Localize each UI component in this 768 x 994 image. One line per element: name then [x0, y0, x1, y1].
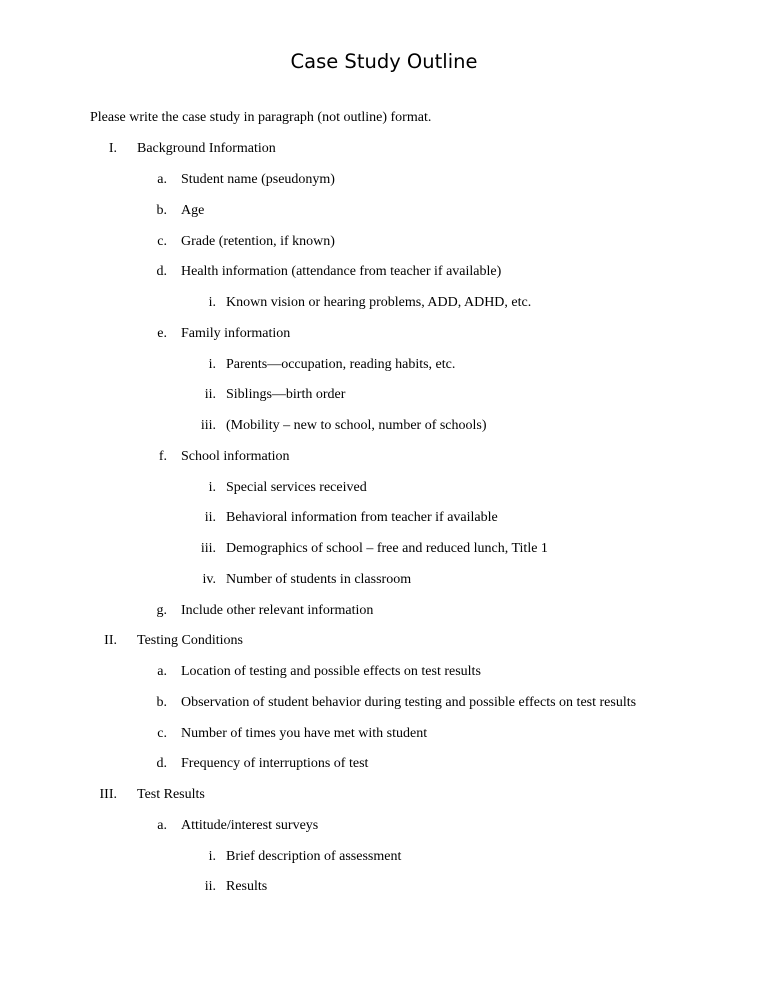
outline-marker: c. [157, 234, 167, 249]
outline-text: Parents—occupation, reading habits, etc. [226, 357, 456, 372]
outline-marker: I. [108, 141, 117, 156]
outline-marker: f. [158, 449, 167, 464]
outline-text: Brief description of assessment [226, 849, 402, 864]
outline-text: Test Results [137, 787, 205, 802]
outline-text: Testing Conditions [137, 633, 243, 648]
outline-marker: g. [156, 603, 167, 618]
outline-marker: III. [99, 787, 117, 802]
outline-marker: a. [157, 664, 167, 679]
outline-text: Attitude/interest surveys [181, 818, 319, 833]
outline-marker: b. [156, 203, 167, 218]
outline-text: Student name (pseudonym) [181, 172, 335, 187]
outline-text: Grade (retention, if known) [181, 234, 335, 249]
outline-text: Health information (attendance from teacher if available) [181, 264, 502, 279]
outline-text: Demographics of school – free and reduced lunch, Title 1 [226, 541, 548, 556]
outline-marker: iii. [200, 418, 216, 433]
outline-text: Include other relevant information [181, 603, 374, 618]
outline-text: Family information [181, 326, 291, 341]
outline-text: Behavioral information from teacher if available [226, 510, 498, 525]
outline-marker: a. [157, 172, 167, 187]
outline-marker: c. [157, 726, 167, 741]
outline-marker: iv. [202, 572, 216, 587]
outline-text: Results [226, 879, 268, 894]
outline-marker: iii. [200, 541, 216, 556]
page-title: Case Study Outline [290, 50, 478, 73]
outline-marker: d. [156, 264, 167, 279]
outline-marker: i. [208, 849, 216, 864]
outline-text: School information [181, 449, 290, 464]
outline-marker: ii. [204, 510, 216, 525]
intro-text: Please write the case study in paragraph (not outline) format. [90, 110, 432, 125]
outline-text: Background Information [137, 141, 276, 156]
outline-text: Siblings—birth order [226, 387, 346, 402]
outline-text: Special services received [226, 480, 367, 495]
outline-text: Number of students in classroom [226, 572, 412, 587]
outline-text: Frequency of interruptions of test [181, 756, 369, 771]
outline-marker: II. [104, 633, 117, 648]
outline-text: Observation of student behavior during testing and possible effects on test results [181, 695, 637, 710]
outline-marker: ii. [204, 879, 216, 894]
outline-marker: b. [156, 695, 167, 710]
outline-text: Age [181, 203, 205, 218]
outline-marker: a. [157, 818, 167, 833]
outline-marker: i. [208, 357, 216, 372]
outline-text: (Mobility – new to school, number of schools) [226, 418, 487, 433]
outline-marker: i. [208, 480, 216, 495]
outline-marker: ii. [204, 387, 216, 402]
outline-marker: i. [208, 295, 216, 310]
outline-text: Location of testing and possible effects on test results [181, 664, 481, 679]
outline-text: Known vision or hearing problems, ADD, ADHD, etc. [226, 295, 532, 310]
outline-text: Number of times you have met with student [181, 726, 428, 741]
outline-marker: d. [156, 756, 167, 771]
outline-marker: e. [157, 326, 167, 341]
